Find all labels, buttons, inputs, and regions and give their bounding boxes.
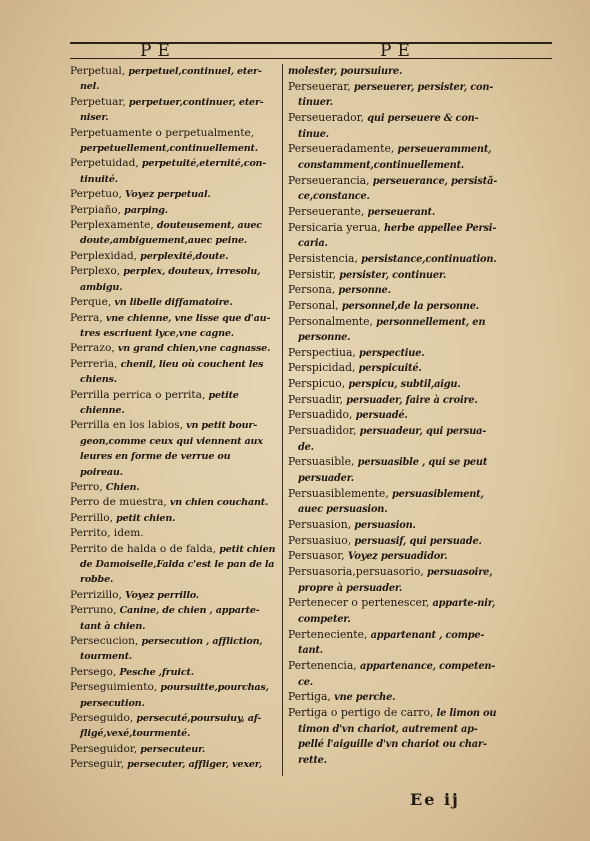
dictionary-entry: [288, 80, 500, 111]
entry-translation: vne chienne, vne lisse que d'au-tres escriuent lyce,vne cagne.: [80, 312, 271, 339]
entry-translation: Canine, de chien , apparte-tant à chien.: [80, 605, 260, 632]
entry-translation: poursuitte,pourchas, persecution.: [80, 682, 269, 709]
entry-headword: Perseguimiento,: [70, 681, 158, 694]
entry-headword: Perreria,: [70, 357, 118, 370]
entry-translation: chenil, lieu où couchent les chiens.: [80, 358, 264, 386]
entry-headword: Perseguidor,: [70, 742, 138, 755]
dictionary-entry: [288, 205, 500, 221]
entry-translation: Voyez perrillo.: [121, 589, 199, 601]
entry-headword: Perrilla perrica o perrita,: [70, 388, 206, 401]
dictionary-entry: [70, 757, 276, 772]
dictionary-entry: [70, 249, 276, 264]
entry-headword: Persuasion,: [288, 518, 352, 532]
entry-translation: vne perche.: [330, 692, 396, 704]
dictionary-entry: [288, 706, 500, 769]
dictionary-entry: [288, 549, 500, 565]
entry-translation: persistance,continuation.: [357, 253, 497, 265]
dictionary-entry: [70, 187, 276, 202]
dictionary-entry: [70, 711, 276, 742]
entry-headword: Perro de muestra,: [70, 496, 167, 509]
entry-translation: perpetuer,continuer, eter-niser.: [80, 96, 264, 124]
dictionary-entry: [288, 299, 500, 315]
entry-headword: Persuasoria,persuasorio,: [288, 565, 424, 578]
entry-headword: Persuasor,: [288, 549, 345, 563]
dictionary-entry: [288, 659, 500, 690]
entry-headword: Persuasible,: [288, 455, 355, 469]
dictionary-entry: [288, 283, 500, 299]
entry-headword: Perra,: [70, 311, 103, 324]
entry-headword: Perplexo,: [70, 265, 121, 278]
entry-translation: appartenance, competen-ce.: [298, 660, 496, 688]
entry-translation: vn libelle diffamatoire.: [111, 297, 233, 309]
entry-headword: Perruno,: [70, 604, 117, 617]
dictionary-entry: [288, 487, 500, 518]
dictionary-entry: [70, 542, 276, 588]
entry-translation: personnel,de la personne.: [338, 300, 479, 312]
entry-headword: Perplexamente,: [70, 219, 154, 232]
dictionary-entry: [288, 174, 500, 205]
right-column: [288, 64, 500, 769]
dictionary-entry: [288, 518, 500, 534]
dictionary-entry: [70, 588, 276, 603]
entry-translation: perplex, douteux, irresolu, ambigu.: [80, 266, 261, 293]
dictionary-entry: [70, 64, 276, 95]
entry-headword: Perpetuidad,: [70, 157, 139, 170]
entry-translation: petit chien de Damoiselle,Falda c'est le pan de la robbe.: [80, 543, 276, 586]
dictionary-entry: [288, 142, 500, 173]
dictionary-entry: [70, 95, 276, 126]
entry-headword: Perspectiua,: [288, 345, 356, 359]
dictionary-entry: [288, 455, 500, 486]
dictionary-entry: [70, 341, 276, 356]
entry-headword: Perrazo,: [70, 342, 115, 355]
dictionary-entry: [288, 628, 500, 659]
entry-translation: parping.: [121, 204, 168, 216]
dictionary-entry: [70, 480, 276, 495]
entry-translation: persuasiblement, auec persuasion.: [298, 488, 484, 516]
entry-translation: persuadé.: [352, 410, 408, 422]
dictionary-entry: [70, 218, 276, 249]
entry-headword: Persuasiuo,: [288, 533, 352, 547]
entry-headword: Perpetuar,: [70, 95, 126, 108]
dictionary-entry: [70, 357, 276, 388]
entry-headword: Persistir,: [288, 267, 337, 281]
dictionary-entry: [70, 203, 276, 218]
entry-translation: perpetuellement,continuellement.: [80, 143, 258, 155]
entry-headword: Persego,: [70, 665, 117, 678]
header-right-letters: PE: [380, 41, 416, 61]
dictionary-entry: [70, 126, 276, 157]
entry-headword: Persona,: [288, 283, 336, 297]
entry-translation: herbe appellee Persi-caria.: [298, 222, 497, 250]
entry-translation: apparte-nir, competer.: [298, 598, 496, 625]
dictionary-entry: [70, 634, 276, 665]
entry-headword: Perseguido,: [70, 712, 134, 725]
entry-headword: Pertiga,: [288, 690, 331, 704]
entry-headword: Perpetuo,: [70, 188, 122, 201]
entry-translation: perpetuel,continuel, eter-nel.: [80, 66, 262, 93]
entry-headword: Perseguir,: [70, 758, 124, 771]
entry-translation: Voyez perpetual.: [121, 189, 211, 201]
entry-headword: Perrizillo,: [70, 588, 122, 601]
dictionary-entry: [70, 388, 276, 419]
dictionary-entry: [70, 665, 276, 680]
entry-headword: Perro,: [70, 480, 103, 493]
entry-headword: Personalmente,: [288, 314, 373, 328]
entry-headword: Persistencia,: [288, 251, 358, 265]
entry-headword: Perque,: [70, 296, 112, 309]
entry-headword: Personal,: [288, 298, 339, 312]
entry-translation: personne.: [335, 285, 391, 297]
column-divider: [282, 64, 283, 776]
entry-headword: Persuadir,: [288, 392, 344, 406]
entry-translation: perseuerance, persistã-ce,constance.: [298, 175, 498, 203]
entry-headword: Perplexidad,: [70, 249, 138, 262]
entry-headword: Pertiga o pertigo de carro,: [288, 705, 434, 719]
entry-translation: persuader, faire à croire.: [343, 394, 478, 406]
entry-translation: persuasible , qui se peut persuader.: [298, 457, 488, 485]
entry-headword: Perteneciente,: [288, 627, 368, 641]
entry-headword: Persuadidor,: [288, 424, 357, 438]
entry-headword: Perspicuo,: [288, 377, 346, 391]
dictionary-entry: [70, 511, 276, 526]
entry-translation: persuasoire, propre à persuader.: [298, 567, 493, 594]
entry-translation: perspectiue.: [355, 347, 425, 359]
dictionary-entry: [288, 111, 500, 142]
entry-headword: Perrillo,: [70, 511, 113, 524]
entry-translation: perseuerer, persister, con-tinuer.: [298, 81, 494, 109]
entry-headword: Perseuerador,: [288, 110, 365, 124]
entry-translation: Voyez persuadidor.: [344, 551, 448, 563]
dictionary-entry: [70, 526, 276, 541]
dictionary-entry: [70, 418, 276, 480]
entry-headword: Perrito, idem.: [70, 527, 144, 540]
dictionary-entry: [288, 252, 500, 268]
entry-headword: Persuadido,: [288, 408, 353, 422]
entry-translation: persuasion.: [351, 520, 416, 532]
dictionary-entry: [288, 268, 500, 284]
entry-translation: molester, poursuiure.: [288, 66, 403, 77]
entry-translation: perseueramment, constamment,continuellement.: [298, 144, 492, 171]
entry-headword: Perrito de halda o de falda,: [70, 542, 217, 555]
left-column: [70, 64, 276, 773]
dictionary-entry: [70, 495, 276, 510]
entry-translation: persecuté,poursuiuy, af-fligé,vexé,tourmenté.: [80, 713, 262, 740]
entry-headword: Perseuerar,: [288, 79, 351, 93]
entry-translation: perpetuité,eternité,con-tinuité.: [80, 158, 267, 185]
entry-headword: Perseuerante,: [288, 204, 365, 218]
entry-translation: persecuter, affliger, vexer,: [123, 759, 263, 771]
entry-headword: Pertenecer o pertenescer,: [288, 596, 430, 610]
entry-headword: Perseuerancia,: [288, 173, 370, 187]
entry-headword: Pertenencia,: [288, 658, 357, 672]
entry-translation: Chien.: [102, 481, 140, 493]
entry-translation: persecution , affliction, tourment.: [80, 636, 263, 663]
entry-translation: persuasif, qui persuade.: [351, 535, 482, 547]
entry-translation: persecuteur.: [137, 743, 206, 755]
entry-translation: petite chienne.: [80, 389, 239, 416]
entry-translation: persuadeur, qui persua-de.: [298, 426, 487, 453]
header-left-letters: PE: [140, 41, 176, 61]
entry-translation: persister, continuer.: [336, 269, 447, 281]
dictionary-entry: [288, 64, 500, 80]
dictionary-entry: [70, 295, 276, 310]
dictionary-entry: [70, 156, 276, 187]
dictionary-entry: [288, 565, 500, 596]
entry-translation: petit chien.: [112, 512, 176, 524]
entry-translation: perseuerant.: [364, 206, 436, 218]
entry-headword: Perseueradamente,: [288, 142, 395, 156]
entry-headword: Perpetual,: [70, 65, 126, 77]
entry-translation: Pesche ,fruict.: [116, 666, 194, 678]
running-header: [62, 36, 562, 62]
entry-translation: douteusement, auec doute,ambiguement,auec peine.: [80, 220, 262, 247]
entry-translation: vn chien couchant.: [166, 497, 269, 509]
entry-translation: qui perseuere & con-tinue.: [298, 112, 479, 140]
entry-headword: Persuasiblemente,: [288, 486, 389, 500]
dictionary-entry: [288, 377, 500, 393]
entry-headword: Perpetuamente o perpetualmente,: [70, 126, 255, 139]
dictionary-entry: [288, 361, 500, 377]
entry-headword: Perpiaño,: [70, 203, 122, 216]
entry-translation: perplexité,doute.: [137, 250, 229, 262]
dictionary-entry: [70, 311, 276, 342]
dictionary-entry: [288, 221, 500, 252]
dictionary-entry: [288, 346, 500, 362]
dictionary-entry: [288, 690, 500, 706]
entry-translation: perspicuité.: [355, 363, 422, 375]
dictionary-entry: [288, 596, 500, 627]
entry-headword: Perspicidad,: [288, 361, 356, 375]
entry-translation: le limon ou timon d'vn chariot, autrement ap-pellé l'aiguille d'vn chariot ou char-rette.: [298, 707, 497, 766]
entry-headword: Perrilla en los labios,: [70, 419, 183, 432]
dictionary-entry: [70, 603, 276, 634]
entry-translation: appartenant , compe-tant.: [298, 629, 485, 657]
entry-translation: personnellement, en personne.: [298, 316, 486, 344]
entry-translation: vn petit bour-geon,comme ceux qui viennent aux leures en forme de verrue ou poireau.: [80, 420, 263, 478]
entry-headword: Persicaria yerua,: [288, 220, 381, 234]
entry-translation: vn grand chien,vne cagnasse.: [114, 343, 271, 355]
dictionary-entry: [288, 393, 500, 409]
dictionary-entry: [70, 742, 276, 757]
dictionary-entry: [288, 315, 500, 346]
signature-mark: Ee ij: [410, 790, 460, 809]
dictionary-entry: [288, 534, 500, 550]
dictionary-entry: [288, 424, 500, 455]
dictionary-entry: [70, 264, 276, 295]
dictionary-entry: [288, 408, 500, 424]
entry-headword: Persecucion,: [70, 635, 139, 648]
dictionary-entry: [70, 680, 276, 711]
entry-translation: perspicu, subtil,aigu.: [345, 379, 461, 391]
